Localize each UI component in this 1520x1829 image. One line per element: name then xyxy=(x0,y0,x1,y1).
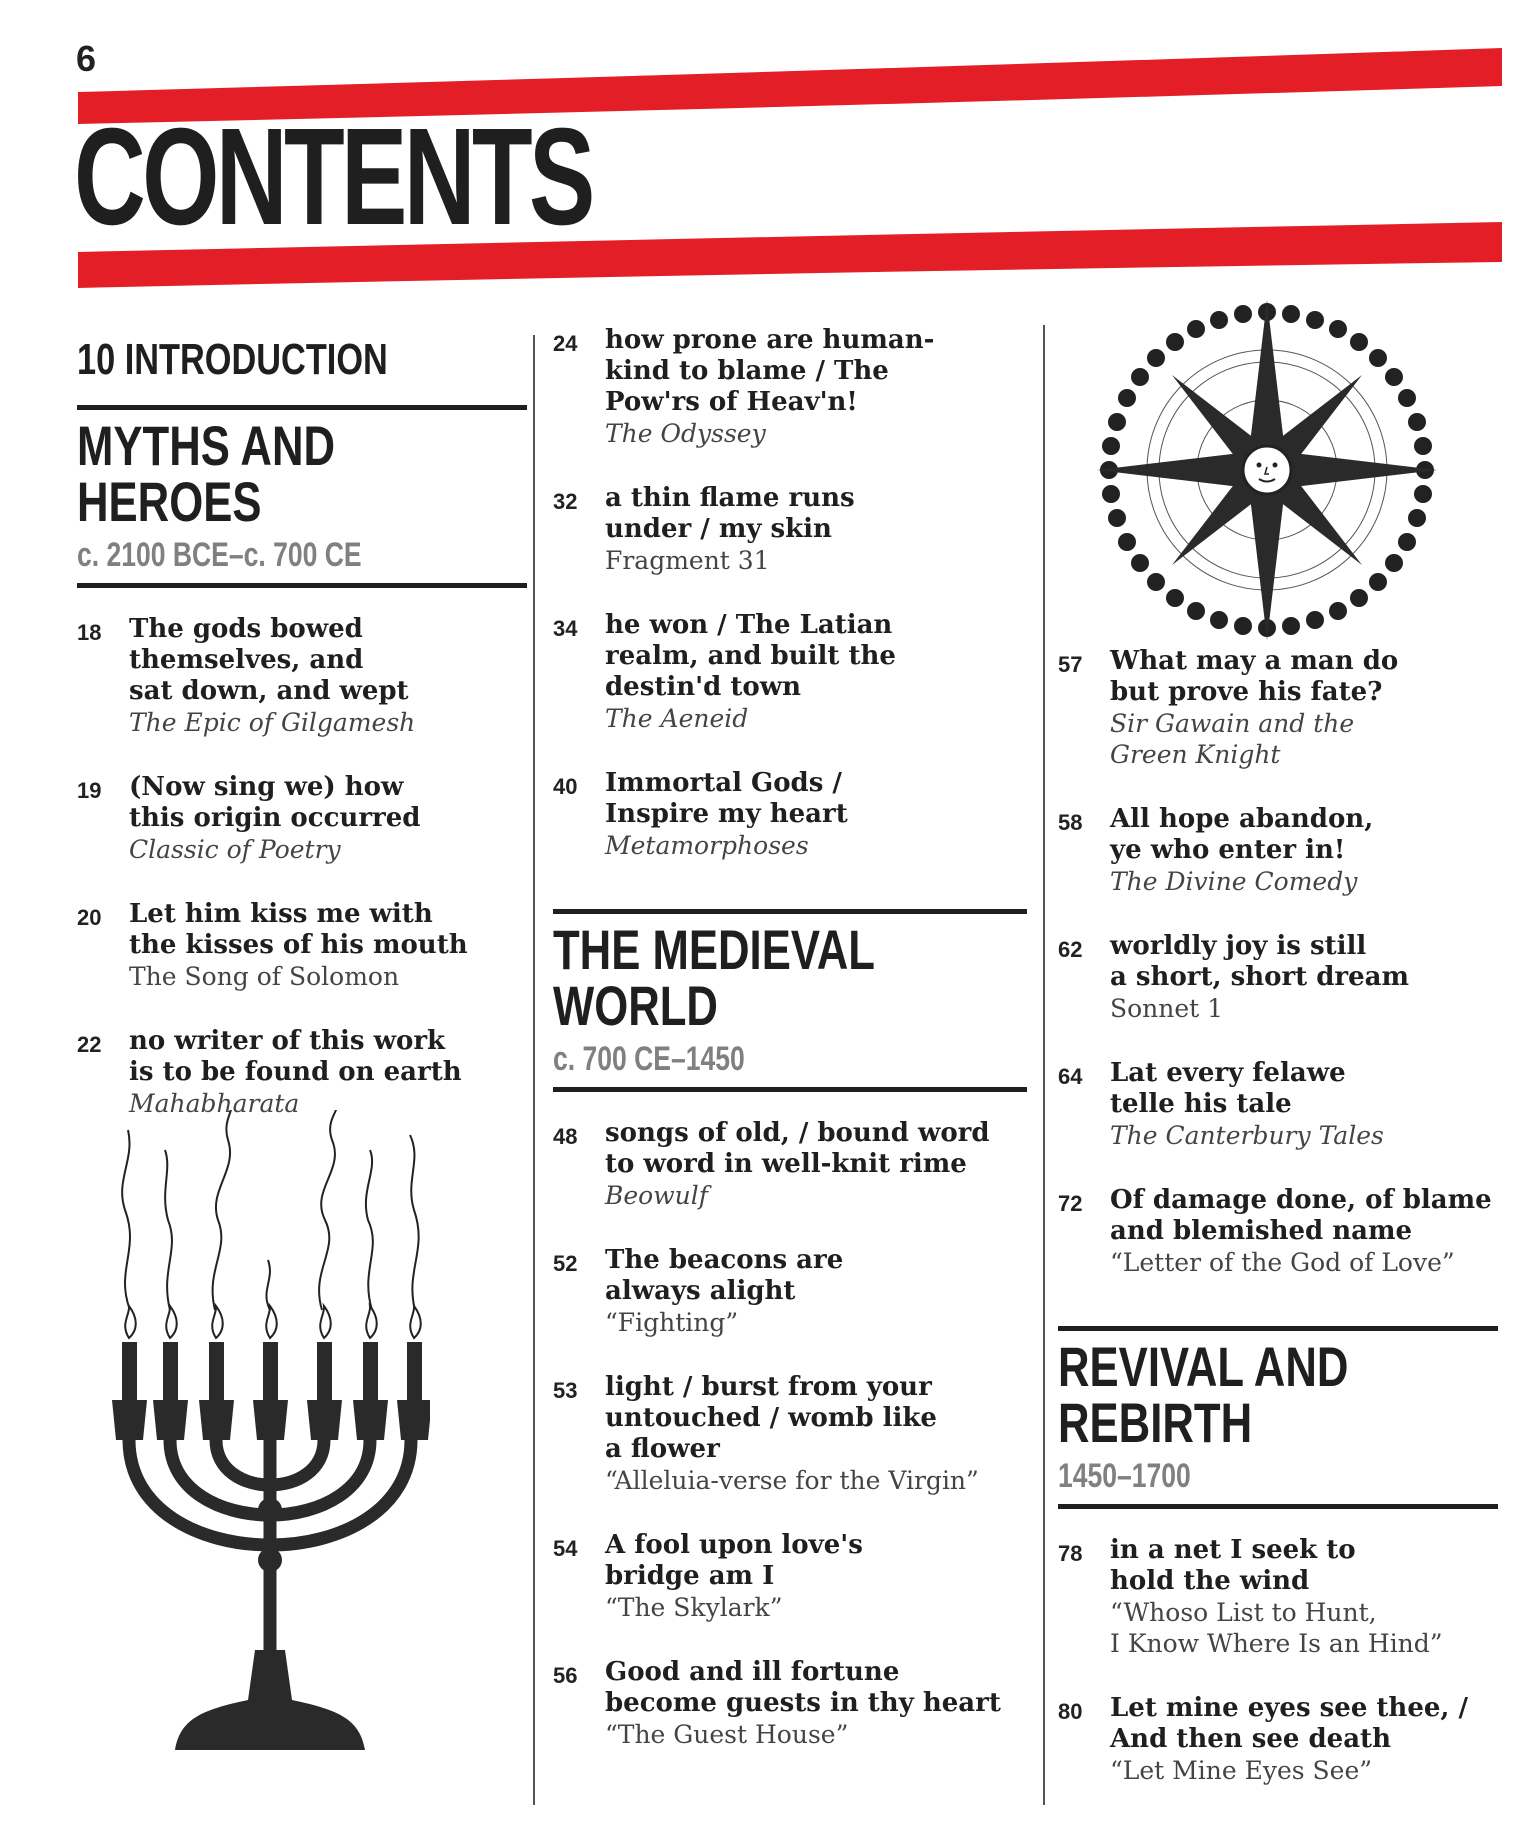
entry-page-number: 52 xyxy=(553,1251,578,1276)
contents-entry[interactable] xyxy=(77,614,527,738)
entry-quote: hold the wind xyxy=(1110,1566,1310,1596)
entry-work-title: Beowulf xyxy=(605,1181,708,1210)
entry-page-number: 18 xyxy=(77,620,102,645)
contents-entry[interactable] xyxy=(77,1026,527,1119)
entry-quote: a short, short dream xyxy=(1110,962,1410,992)
entry-quote: realm, and built the xyxy=(605,641,896,671)
contents-entry[interactable] xyxy=(1058,804,1498,897)
entry-work-title: The Aeneid xyxy=(605,704,749,733)
entry-quote: Of damage done, of blame xyxy=(1110,1185,1492,1215)
contents-entry[interactable] xyxy=(553,325,1027,449)
entry-page-number: 57 xyxy=(1058,652,1083,677)
section-dates: 1450–1700 xyxy=(1058,1457,1191,1495)
section-header-medieval xyxy=(553,914,1027,1087)
entry-quote: light / burst from your xyxy=(605,1372,932,1402)
entry-work-title: Green Knight xyxy=(1110,740,1281,769)
entry-work-title: The Divine Comedy xyxy=(1110,867,1358,896)
entry-work-title: Fragment 31 xyxy=(605,546,770,575)
contents-entry[interactable] xyxy=(553,1118,1027,1211)
entry-page-number: 48 xyxy=(553,1124,578,1149)
entry-quote: how prone are human- xyxy=(605,325,935,355)
compass-sun-illustration xyxy=(1092,295,1442,645)
entry-quote: Lat every felawe xyxy=(1110,1058,1346,1088)
entry-quote: is to be found on earth xyxy=(129,1057,462,1087)
page-title: CONTENTS xyxy=(74,100,592,254)
entry-quote: Inspire my heart xyxy=(605,799,848,829)
contents-entry[interactable] xyxy=(1058,1185,1498,1278)
section-rule xyxy=(77,583,527,588)
entry-work-title: Metamorphoses xyxy=(605,831,809,860)
entry-page-number: 78 xyxy=(1058,1541,1083,1566)
entry-page-number: 22 xyxy=(77,1032,102,1057)
entry-work-title: I Know Where Is an Hind” xyxy=(1110,1629,1443,1658)
contents-entry[interactable] xyxy=(77,899,527,992)
entry-work-title: The Epic of Gilgamesh xyxy=(129,708,416,737)
entry-page-number: 20 xyxy=(77,905,102,930)
column-3 xyxy=(1058,646,1498,1786)
section-title-line: WORLD xyxy=(553,974,718,1037)
entry-quote: become guests in thy heart xyxy=(605,1688,1001,1718)
contents-entry[interactable] xyxy=(553,1530,1027,1623)
contents-entry[interactable] xyxy=(1058,1058,1498,1151)
entry-quote: themselves, and xyxy=(129,645,364,675)
entry-work-title: “Letter of the God of Love” xyxy=(1110,1248,1455,1277)
contents-entry[interactable] xyxy=(1058,646,1498,770)
entry-quote: kind to blame / The xyxy=(605,356,889,386)
contents-entry[interactable] xyxy=(553,768,1027,861)
section-rule xyxy=(1058,1504,1498,1509)
section-header-myths xyxy=(77,410,527,583)
page-number: 6 xyxy=(76,38,97,79)
entry-page-number: 34 xyxy=(553,616,578,641)
introduction-label: INTRODUCTION xyxy=(124,335,388,384)
entry-page-number: 32 xyxy=(553,489,578,514)
entry-work-title: The Song of Solomon xyxy=(129,962,400,991)
column-divider-1 xyxy=(533,335,535,1805)
entry-work-title: “Fighting” xyxy=(605,1308,739,1337)
contents-entry[interactable] xyxy=(1058,931,1498,1024)
section-dates: c. 2100 BCE–c. 700 CE xyxy=(77,536,362,574)
entry-work-title: “The Skylark” xyxy=(605,1593,783,1622)
entry-page-number: 24 xyxy=(553,331,578,356)
entry-work-title: Sonnet 1 xyxy=(1110,994,1224,1023)
entry-quote: songs of old, / bound word xyxy=(605,1118,990,1148)
entry-quote: bridge am I xyxy=(605,1561,775,1591)
entry-work-title: The Canterbury Tales xyxy=(1110,1121,1384,1150)
entry-quote: he won / The Latian xyxy=(605,610,893,640)
entry-quote: untouched / womb like xyxy=(605,1403,937,1433)
section-title-line: REBIRTH xyxy=(1058,1391,1253,1454)
contents-entry[interactable] xyxy=(553,610,1027,734)
contents-entry[interactable] xyxy=(553,1657,1027,1750)
entry-quote: no writer of this work xyxy=(129,1026,446,1056)
section-dates: c. 700 CE–1450 xyxy=(553,1040,745,1078)
entry-quote: a thin flame runs xyxy=(605,483,855,513)
section-header-revival xyxy=(1058,1331,1498,1504)
entry-page-number: 58 xyxy=(1058,810,1083,835)
entry-work-title: Sir Gawain and the xyxy=(1110,709,1355,738)
introduction-number: 10 xyxy=(77,335,116,384)
entry-quote: this origin occurred xyxy=(129,803,421,833)
entry-quote: (Now sing we) how xyxy=(129,772,404,802)
entry-page-number: 56 xyxy=(553,1663,578,1688)
entry-quote: and blemished name xyxy=(1110,1216,1413,1246)
entry-work-title: Classic of Poetry xyxy=(129,835,341,864)
contents-entry[interactable] xyxy=(1058,1693,1498,1786)
entry-quote: to word in well-knit rime xyxy=(605,1149,967,1179)
entry-quote: always alight xyxy=(605,1276,796,1306)
entry-quote: telle his tale xyxy=(1110,1089,1292,1119)
contents-entry[interactable] xyxy=(553,1372,1027,1496)
entry-quote: Good and ill fortune xyxy=(605,1657,900,1687)
entry-work-title: The Odyssey xyxy=(605,419,766,448)
entry-quote: sat down, and wept xyxy=(129,676,409,706)
entry-page-number: 72 xyxy=(1058,1191,1083,1216)
entry-page-number: 64 xyxy=(1058,1064,1083,1089)
entry-quote: And then see death xyxy=(1110,1724,1391,1754)
entry-quote: but prove his fate? xyxy=(1110,677,1383,707)
section-rule xyxy=(553,1087,1027,1092)
entry-work-title: Mahabharata xyxy=(129,1089,300,1118)
menorah-illustration xyxy=(110,1110,430,1760)
entry-quote: destin'd town xyxy=(605,672,801,702)
entry-quote: Let mine eyes see thee, / xyxy=(1110,1693,1469,1723)
introduction-entry[interactable] xyxy=(77,335,428,405)
entry-page-number: 53 xyxy=(553,1378,578,1403)
entry-quote: The beacons are xyxy=(605,1245,844,1275)
entry-page-number: 40 xyxy=(553,774,578,799)
entry-quote: in a net I seek to xyxy=(1110,1535,1356,1565)
entry-page-number: 19 xyxy=(77,778,102,803)
entry-quote: A fool upon love's xyxy=(605,1530,863,1560)
section-title-line: REVIVAL AND xyxy=(1058,1335,1349,1398)
section-title-line: THE MEDIEVAL xyxy=(553,918,875,981)
contents-entry[interactable] xyxy=(553,1245,1027,1338)
section-title-line: MYTHS AND xyxy=(77,414,336,477)
entry-page-number: 80 xyxy=(1058,1699,1083,1724)
entry-page-number: 62 xyxy=(1058,937,1083,962)
entry-page-number: 54 xyxy=(553,1536,578,1561)
entry-work-title: “Whoso List to Hunt, xyxy=(1110,1598,1377,1627)
entry-quote: What may a man do xyxy=(1110,646,1399,676)
entry-quote: The gods bowed xyxy=(129,614,363,644)
entry-quote: All hope abandon, xyxy=(1110,804,1374,834)
entry-quote: Immortal Gods / xyxy=(605,768,842,798)
entry-quote: a flower xyxy=(605,1434,720,1464)
entry-quote: Pow'rs of Heav'n! xyxy=(605,387,858,417)
column-1 xyxy=(77,335,527,1119)
column-2 xyxy=(553,325,1027,1750)
contents-entry[interactable] xyxy=(77,772,527,865)
entry-quote: Let him kiss me with xyxy=(129,899,433,929)
entry-work-title: “Let Mine Eyes See” xyxy=(1110,1756,1373,1785)
entry-quote: worldly joy is still xyxy=(1110,931,1367,961)
entry-quote: the kisses of his mouth xyxy=(129,930,468,960)
entry-work-title: “The Guest House” xyxy=(605,1720,849,1749)
column-divider-2 xyxy=(1043,325,1045,1805)
entry-work-title: “Alleluia-verse for the Virgin” xyxy=(605,1466,979,1495)
contents-entry[interactable] xyxy=(1058,1535,1498,1659)
section-title-line: HEROES xyxy=(77,470,262,533)
contents-entry[interactable] xyxy=(553,483,1027,576)
entry-quote: ye who enter in! xyxy=(1110,835,1346,865)
entry-quote: under / my skin xyxy=(605,514,832,544)
